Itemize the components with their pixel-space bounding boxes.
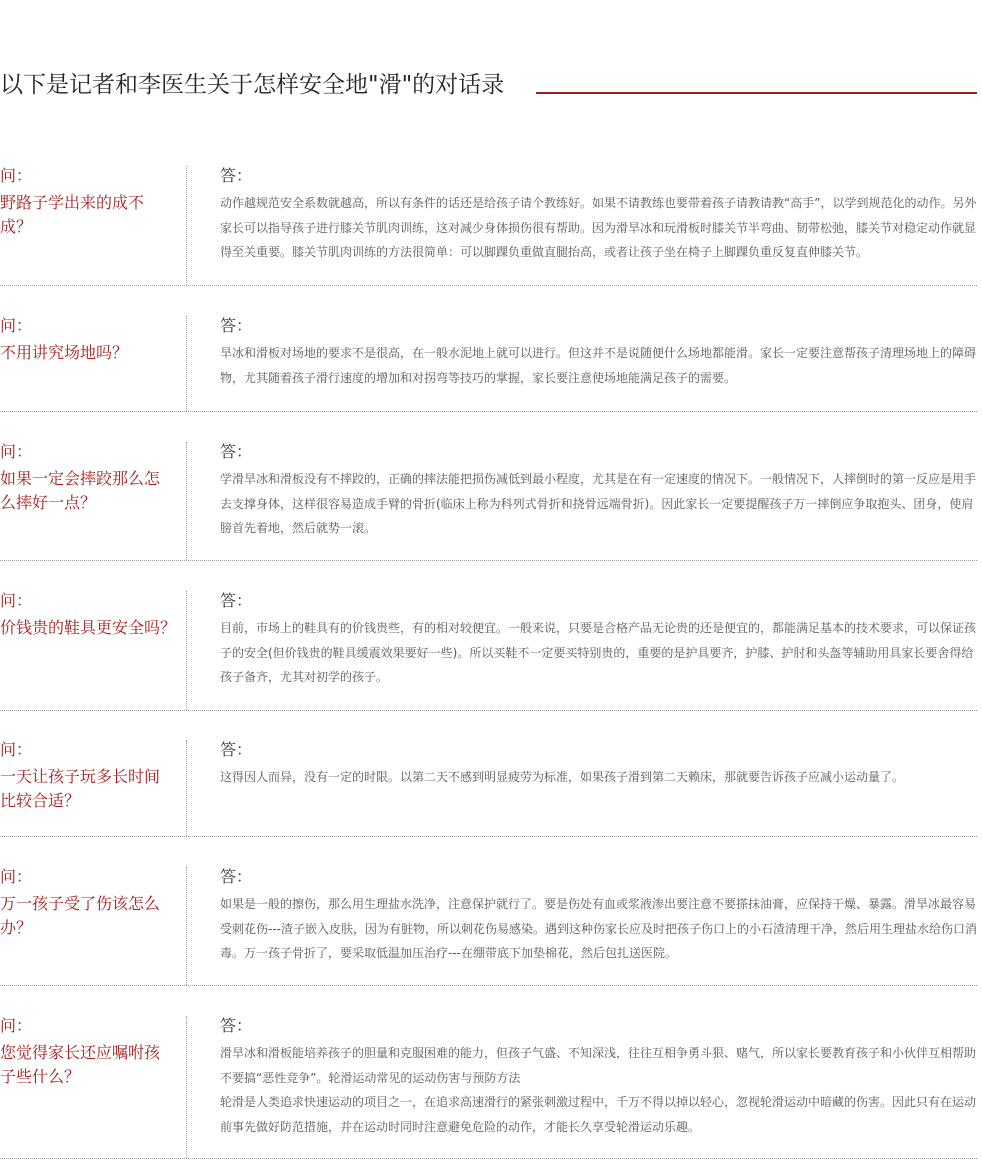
qa-item [0, 867, 977, 986]
answer-paragraph: 轮滑是人类追求快速运动的项目之一，在追求高速滑行的紧张刺激过程中，千万不得以掉以轻心，忽视轮滑运动中暗藏的伤害。因此只有在运动前事先做好防范措施，并在运动时同时注意避免危险的动作，才能长久享受轮滑运动乐趣。 [220, 1095, 977, 1134]
question-label: 问： [0, 166, 33, 185]
qa-item [0, 591, 977, 711]
question-label: 问： [0, 316, 33, 335]
answer-paragraph: 这得因人而异，没有一定的时限。以第二天不感到明显疲劳为标准，如果孩子滑到第二天赖床，那就要告诉孩子应减小运动量了。 [220, 770, 905, 784]
qa-item [0, 740, 977, 837]
question-column [0, 316, 187, 411]
question-text: 不用讲究场地吗？ [0, 343, 129, 362]
answer-paragraph: 动作越规范安全系数就越高，所以有条件的话还是给孩子请个教练好。如果不请教练也要带着孩子请教请教“高手”，以学到规范化的动作。另外家长可以指导孩子进行膝关节肌肉训练，这对减少身体损伤很有帮助。因为滑旱冰和玩滑板时膝关节半弯曲、韧带松弛，膝关节对稳定动作就显得至关重要。膝关节肌肉训练的方法很简单：可以脚踝负重做直腿抬高，或者让孩子坐在椅子上脚踝负重反复直伸膝关节。 [220, 196, 977, 259]
answer-column [220, 442, 977, 541]
question-column [0, 867, 187, 985]
qa-item [0, 166, 977, 286]
answer-column [220, 1016, 977, 1139]
answer-text [220, 616, 977, 690]
question-column [0, 442, 187, 560]
qa-item [0, 1016, 977, 1159]
question-column [0, 591, 187, 710]
answer-column [220, 867, 977, 966]
question-text: 万一孩子受了伤该怎么办？ [0, 894, 161, 937]
question-column [0, 166, 187, 285]
answer-text [220, 1041, 977, 1139]
answer-text [220, 341, 977, 390]
question-label: 问： [0, 442, 33, 461]
answer-text [220, 467, 977, 541]
question-label: 问： [0, 867, 33, 886]
question-label: 问： [0, 591, 33, 610]
answer-paragraph: 滑旱冰和滑板能培养孩子的胆量和克服困难的能力，但孩子气盛、不知深浅，往往互相争勇斗狠、赌气，所以家长要教育孩子和小伙伴互相帮助不要搞“恶性竞争”。轮滑运动常见的运动伤害与预防方法 [220, 1046, 977, 1085]
answer-column [220, 591, 977, 690]
answer-label: 答： [220, 442, 253, 461]
qa-item [0, 316, 977, 412]
answer-paragraph: 学滑旱冰和滑板没有不摔跤的，正确的摔法能把损伤减低到最小程度，尤其是在有一定速度的情况下。一般情况下，人摔倒时的第一反应是用手去支撑身体，这样很容易造成手臂的骨折(临床上称为科列式骨折和挠骨远端骨折)。因此家长一定要提醒孩子万一摔倒应争取抱头、团身，使肩膀首先着地，然后就势一滚。 [220, 472, 977, 535]
question-text: 一天让孩子玩多长时间比较合适？ [0, 767, 161, 810]
answer-label: 答： [220, 166, 253, 185]
answer-column [220, 740, 977, 790]
page-title: 以下是记者和李医生关于怎样安全地"滑"的对话录 [0, 72, 505, 98]
answer-paragraph: 如果是一般的擦伤，那么用生理盐水洗净，注意保护就行了。要是伤处有血或浆液渗出要注意不要搽抹油膏，应保持干燥、暴露。滑旱冰最容易受刺花伤---渣子嵌入皮肤，因为有脏物，所以刺花伤易感染。遇到这种伤家长应及时把孩子伤口上的小石渣清理干净，然后用生理盐水给伤口消毒。万一孩子骨折了，要采取低温加压治疗---在绷带底下加垫棉花，然后包扎送医院。 [220, 897, 977, 960]
answer-label: 答： [220, 1016, 253, 1035]
question-text: 您觉得家长还应嘱咐孩子些什么？ [0, 1043, 161, 1086]
question-text: 野路子学出来的成不成？ [0, 193, 145, 236]
answer-text [220, 892, 977, 966]
question-column [0, 740, 187, 836]
answer-paragraph: 目前，市场上的鞋具有的价钱贵些，有的相对较便宜。一般来说，只要是合格产品无论贵的还是便宜的，都能满足基本的技术要求，可以保证孩子的安全(但价钱贵的鞋具缓震效果要好一些)。所以买鞋不一定要买特别贵的，重要的是护具要齐，护膝、护肘和头盔等辅助用具家长要舍得给孩子备齐，尤其对初学的孩子。 [220, 621, 977, 684]
answer-label: 答： [220, 740, 253, 759]
answer-label: 答： [220, 316, 253, 335]
answer-text [220, 765, 977, 790]
qa-item [0, 442, 977, 561]
question-text: 如果一定会摔跤那么怎么摔好一点？ [0, 469, 161, 512]
question-label: 问： [0, 740, 33, 759]
question-column [0, 1016, 187, 1158]
answer-text [220, 191, 977, 265]
title-underline [536, 92, 977, 94]
answer-label: 答： [220, 867, 253, 886]
question-text: 价钱贵的鞋具更安全吗？ [0, 618, 177, 637]
answer-paragraph: 旱冰和滑板对场地的要求不是很高，在一般水泥地上就可以进行。但这并不是说随便什么场地都能滑。家长一定要注意帮孩子清理场地上的障碍物，尤其随着孩子滑行速度的增加和对拐弯等技巧的掌握，家长要注意使场地能满足孩子的需要。 [220, 346, 977, 385]
answer-column [220, 166, 977, 265]
answer-column [220, 316, 977, 390]
answer-label: 答： [220, 591, 253, 610]
page-header [0, 62, 982, 102]
question-label: 问： [0, 1016, 33, 1035]
